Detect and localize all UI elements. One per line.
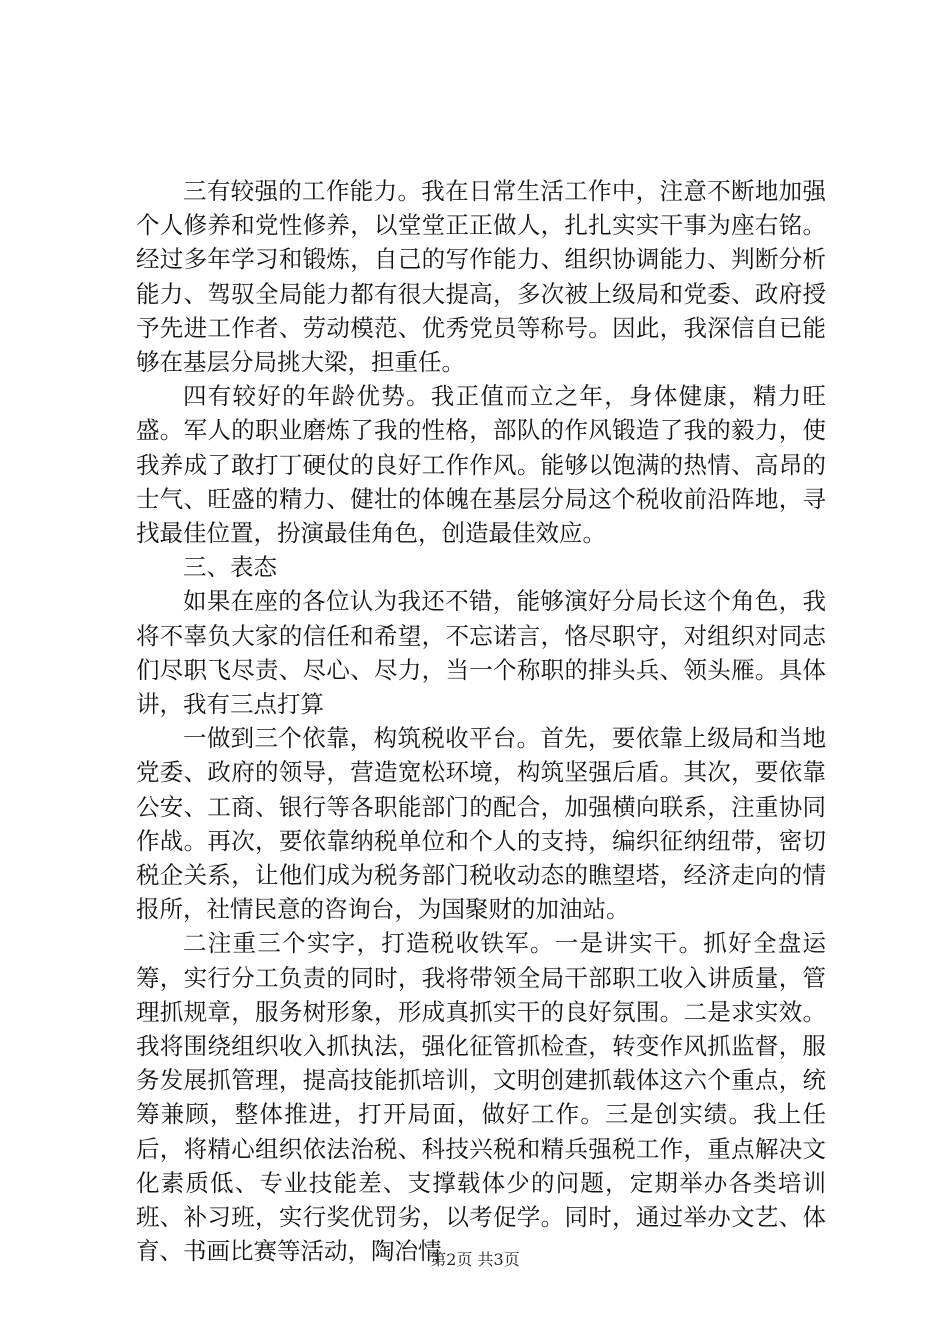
paragraph-statement-intro: 如果在座的各位认为我还不错，能够演好分局长这个角色，我将不辜负大家的信任和希望，不忘诺言，恪尽职守，对组织对同志们尽职飞尽责、尽心、尽力，当一个称职的排头兵、领头雁。具体讲，我有三点打算: [136, 587, 826, 719]
paragraph-three-reliances: 一做到三个依靠，构筑税收平台。首先，要依靠上级局和当地党委、政府的领导，营造宽松环境，构筑坚强后盾。其次，要依靠公安、工商、银行等各职能部门的配合，加强横向联系，注重协同作战。再次，要依靠纳税单位和个人的支持，编织征纳纽带，密切税企关系，让他们成为税务部门税收动态的瞧望塔，经济走向的情报所，社情民意的咨询台，为国聚财的加油站。: [136, 724, 826, 924]
paragraph-work-ability: 三有较强的工作能力。我在日常生活工作中，注意不断地加强个人修养和党性修养，以堂堂正正做人，扎扎实实干事为座右铭。经过多年学习和锻炼，自己的写作能力、组织协调能力、判断分析能力、驾驭全局能力都有很大提高，多次被上级局和党委、政府授予先进工作者、劳动模范、优秀党员等称号。因此，我深信自已能够在基层分局挑大梁，担重任。: [136, 177, 826, 377]
document-body: [136, 174, 826, 1269]
paragraph-age-advantage: 四有较好的年龄优势。我正值而立之年，身体健康，精力旺盛。军人的职业磨炼了我的性格，部队的作风锻造了我的毅力，使我养成了敢打丁硬仗的良好工作作风。能够以饱满的热情、高昂的士气、旺盛的精力、健壮的体魄在基层分局这个税收前沿阵地，寻找最佳位置，扮演最佳角色，创造最佳效应。: [136, 382, 826, 548]
page-number-footer: 第2页 共3页: [430, 1250, 520, 1269]
section-heading-statement: 三、表态: [183, 553, 277, 582]
paragraph-three-solid: 二注重三个实字，打造税收铁军。一是讲实干。抓好全盘运筹，实行分工负责的同时，我将带领全局干部职工收入讲质量，管理抓规章，服务树形象，形成真抓实干的良好氛围。二是求实效。我将围绕组织收入抓执法，强化征管抓检查，转变作风抓监督，服务发展抓管理，提高技能抓培训，文明创建抓载体这六个重点，统筹兼顾，整体推进，打开局面，做好工作。三是创实绩。我上任后，将精心组织依法治税、科技兴税和精兵强税工作，重点解决文化素质低、专业技能差、支撑载体少的问题，定期举办各类培训班、补习班，实行奖优罚劣，以考促学。同时，通过举办文艺、体育、书画比赛等活动，陶冶情: [136, 929, 826, 1266]
